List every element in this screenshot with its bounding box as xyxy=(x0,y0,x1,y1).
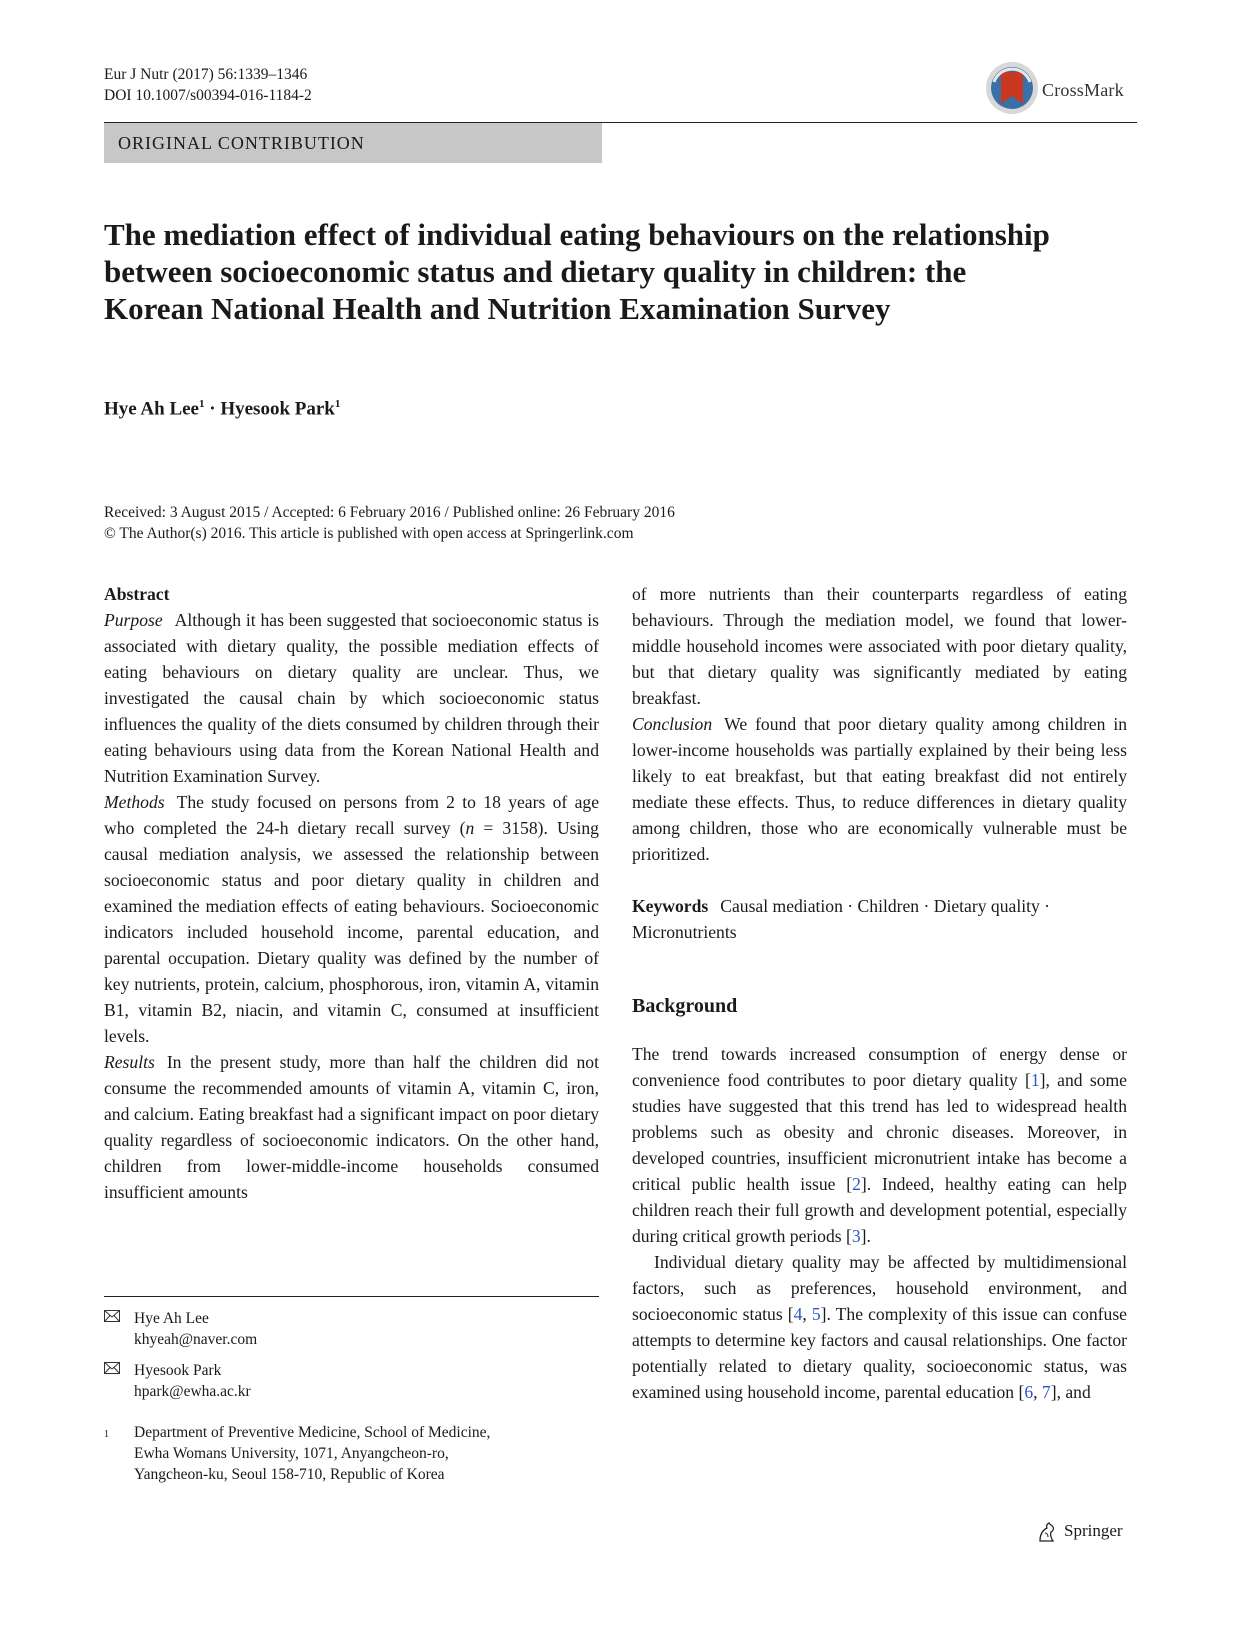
corresponding-author xyxy=(104,1308,599,1350)
methods-text: The study focused on persons from 2 to 18 years of age who completed the 24-h dietary recall survey ( xyxy=(104,792,599,838)
body-text: The trend towards increased consumption of energy dense or convenience food contributes to poor dietary quality [ xyxy=(632,1044,1127,1090)
author-name[interactable]: Hyesook Park xyxy=(220,398,335,420)
keywords-heading: Keywords xyxy=(632,896,709,916)
publication-dates: Received: 3 August 2015 / Accepted: 6 February 2016 / Published online: 26 February 2016 xyxy=(104,504,675,521)
results-label: Results xyxy=(104,1052,155,1072)
body-text: ], and some studies have suggested that this trend has led to widespread health problems such as obesity and chronic diseases. Moreover, in developed countries, insufficient micronutrient intake has become a critical public health issue [ xyxy=(632,1070,1127,1194)
article-title: The mediation effect of individual eating behaviours on the relationship between socioeconomic status and dietary quality in children: the Korean National Health and Nutrition Examination Survey xyxy=(104,217,1050,326)
crossmark-badge[interactable] xyxy=(984,60,1136,122)
affiliation-marker[interactable]: 1 xyxy=(334,398,341,410)
publisher-name: Springer xyxy=(1064,1521,1123,1540)
abstract-results xyxy=(104,1049,599,1205)
crossmark-logo-icon xyxy=(984,60,1040,116)
body-text: ]. Indeed, healthy eating can help children reach their full growth and development potential, especially during critical growth periods [ xyxy=(632,1174,1127,1246)
doi[interactable]: DOI 10.1007/s00394-016-1184-2 xyxy=(104,87,312,104)
body-text: , xyxy=(802,1304,812,1324)
abstract-purpose xyxy=(104,607,599,789)
abstract-methods xyxy=(104,789,599,1049)
right-column xyxy=(632,581,1127,1405)
abstract-results-continued: of more nutrients than their counterparts regardless of eating behaviours. Through the mediation model, we found that lower-middle household incomes were associated with poor dietary quality, but that dietary quality was significantly mediated by eating breakfast. xyxy=(632,584,1127,708)
envelope-icon xyxy=(104,1310,120,1322)
body-text: Individual dietary quality may be affected by multidimensional factors, such as preferences, household environment, and socioeconomic status [ xyxy=(632,1252,1127,1324)
background-paragraph xyxy=(632,1249,1127,1405)
purpose-label: Purpose xyxy=(104,610,163,630)
section-heading-background: Background xyxy=(632,995,738,1017)
body-text: ], and xyxy=(1050,1382,1091,1402)
affiliation-line: Ewha Womans University, 1071, Anyangcheon-ro, xyxy=(134,1445,449,1462)
corresponding-author xyxy=(104,1360,599,1402)
abstract-conclusion xyxy=(632,711,1127,867)
author-separator: · xyxy=(209,398,216,420)
body-text: ]. The complexity of this issue can confuse attempts to determine key factors and causal relationships. One factor potentially related to dietary quality, socioeconomic status, was examined using household income, parental education [ xyxy=(632,1304,1127,1402)
body-text: , xyxy=(1033,1382,1042,1402)
author-name: Hyesook Park xyxy=(134,1362,222,1379)
n-symbol: n xyxy=(465,818,475,838)
keywords xyxy=(632,893,1127,945)
copyright-notice: © The Author(s) 2016. This article is published with open access at Springerlink.com xyxy=(104,525,634,542)
author-list xyxy=(104,398,340,420)
affiliation-number xyxy=(104,1424,109,1450)
crossmark-label: CrossMark xyxy=(1042,80,1124,100)
springer-horse-icon xyxy=(1036,1521,1058,1543)
citation-link[interactable]: 5 xyxy=(811,1304,821,1324)
footnotes xyxy=(104,1308,599,1495)
publisher-logo xyxy=(1036,1519,1146,1545)
conclusion-label: Conclusion xyxy=(632,714,713,734)
affiliation xyxy=(104,1422,599,1485)
footnote-rule xyxy=(104,1296,599,1297)
author-email[interactable]: hpark@ewha.ac.kr xyxy=(134,1383,251,1400)
citation-link[interactable]: 3 xyxy=(851,1226,861,1246)
citation-link[interactable]: 7 xyxy=(1041,1382,1051,1402)
affiliation-line: Yangcheon-ku, Seoul 158-710, Republic of Korea xyxy=(134,1466,445,1483)
journal-citation: Eur J Nutr (2017) 56:1339–1346 xyxy=(104,66,308,83)
journal-info xyxy=(104,64,312,106)
citation-link[interactable]: 2 xyxy=(852,1174,861,1194)
purpose-text: Although it has been suggested that socioeconomic status is associated with dietary quality, the possible mediation effects of eating behaviours on dietary quality are unclear. Thus, we investigated the causal chain by which socioeconomic status influences the quality of the diets consumed by children through their eating behaviours using data from the Korean National Health and Nutrition Examination Survey. xyxy=(104,610,599,786)
body-text: ]. xyxy=(860,1226,871,1246)
author-name[interactable]: Hye Ah Lee xyxy=(104,398,199,420)
abstract-heading: Abstract xyxy=(104,584,170,604)
results-text: In the present study, more than half the children did not consume the recommended amounts of vitamin A, vitamin C, iron, and calcium. Eating breakfast had a significant impact on poor dietary quality regardless of socioeconomic indicators. On the other hand, children from lower-middle-income households consumed insufficient amounts xyxy=(104,1052,599,1202)
methods-label: Methods xyxy=(104,792,165,812)
author-name: Hye Ah Lee xyxy=(134,1310,209,1327)
article-history xyxy=(104,502,675,544)
article-category: ORIGINAL CONTRIBUTION xyxy=(104,123,602,163)
left-column xyxy=(104,581,599,1205)
conclusion-text: We found that poor dietary quality among children in lower-income households was partially explained by their being less likely to eat breakfast, but that eating breakfast did not entirely mediate these effects. Thus, to reduce differences in dietary quality among children, those who are economically vulnerable must be prioritized. xyxy=(632,714,1127,864)
citation-link[interactable]: 4 xyxy=(793,1304,803,1324)
citation-link[interactable]: 1 xyxy=(1030,1070,1040,1090)
methods-text: = 3158). Using causal mediation analysis, we assessed the relationship between socioeconomic status and poor dietary quality in children and examined the mediation effects of eating behaviours. Socioeconomic indicators included household income, parental education, and parental occupation. Dietary quality was defined by the number of key nutrients, protein, calcium, phosphorous, iron, vitamin A, vitamin B1, vitamin B2, niacin, and vitamin C, consumed at insufficient levels. xyxy=(104,818,599,1046)
keywords-list: Causal mediation · Children · Dietary quality · Micronutrients xyxy=(632,896,1051,942)
citation-link[interactable]: 6 xyxy=(1024,1382,1034,1402)
affiliation-number-text: 1 xyxy=(104,1429,109,1440)
background-paragraph xyxy=(632,1041,1127,1249)
affiliation-line: Department of Preventive Medicine, School of Medicine, xyxy=(134,1424,491,1441)
affiliation-marker[interactable]: 1 xyxy=(199,398,205,410)
envelope-icon xyxy=(104,1362,120,1374)
author-email[interactable]: khyeah@naver.com xyxy=(134,1331,258,1348)
